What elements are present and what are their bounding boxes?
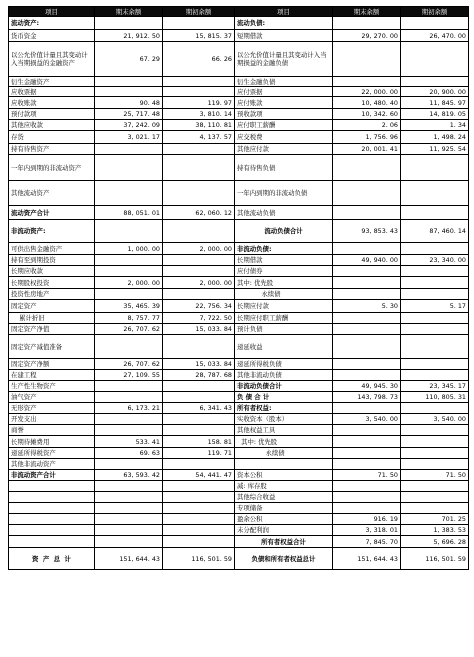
asset-end-value-cell: 90. 48 bbox=[95, 97, 163, 109]
table-row bbox=[9, 448, 469, 459]
liability-label-cell: 资本公积 bbox=[235, 470, 333, 481]
liability-begin-value-cell bbox=[401, 313, 469, 324]
liability-end-value-cell: 22, 000. 00 bbox=[333, 87, 401, 97]
liability-label-cell: 负 债 合 计 bbox=[235, 392, 333, 403]
liability-begin-value-cell bbox=[401, 436, 469, 448]
table-row bbox=[9, 220, 469, 243]
liability-end-value-cell bbox=[333, 77, 401, 87]
asset-end-value-cell bbox=[95, 392, 163, 403]
liability-begin-value-cell: 3, 540. 00 bbox=[401, 414, 469, 425]
asset-end-value-cell: 35, 465. 39 bbox=[95, 300, 163, 313]
liability-end-value-cell: 71. 50 bbox=[333, 470, 401, 481]
liability-begin-value-cell: 1, 383. 53 bbox=[401, 525, 469, 536]
asset-end-value-cell: 6, 173. 21 bbox=[95, 403, 163, 414]
liability-end-value-cell: 5. 30 bbox=[333, 300, 401, 313]
table-row bbox=[9, 503, 469, 514]
liability-begin-value-cell bbox=[401, 77, 469, 87]
asset-begin-value-cell bbox=[163, 414, 235, 425]
table-row bbox=[9, 30, 469, 42]
liability-begin-value-cell: 5, 696. 28 bbox=[401, 536, 469, 548]
asset-end-value-cell: 67. 29 bbox=[95, 42, 163, 77]
table-row bbox=[9, 548, 469, 570]
liability-begin-value-cell bbox=[401, 289, 469, 300]
table-row bbox=[9, 403, 469, 414]
liability-end-value-cell bbox=[333, 492, 401, 503]
asset-end-value-cell bbox=[95, 536, 163, 548]
liability-label-cell: 递延所得税负债 bbox=[235, 359, 333, 370]
liability-label-cell: 负债和所有者权益总计 bbox=[235, 548, 333, 570]
asset-begin-value-cell: 3, 810. 14 bbox=[163, 109, 235, 120]
asset-begin-value-cell bbox=[163, 289, 235, 300]
asset-end-value-cell: 37, 242. 09 bbox=[95, 120, 163, 131]
asset-label-cell: 持有待售资产 bbox=[9, 144, 95, 155]
liability-end-value-cell bbox=[333, 503, 401, 514]
asset-begin-value-cell bbox=[163, 481, 235, 492]
table-row bbox=[9, 42, 469, 77]
liability-label-cell: 其中: 优先股 bbox=[235, 277, 333, 289]
liability-begin-value-cell: 701. 25 bbox=[401, 514, 469, 525]
liability-label-cell: 持有待售负债 bbox=[235, 155, 333, 181]
asset-begin-value-cell bbox=[163, 77, 235, 87]
liability-label-cell: 其他综合收益 bbox=[235, 492, 333, 503]
liability-end-value-cell bbox=[333, 324, 401, 335]
liability-end-value-cell: 10, 480. 40 bbox=[333, 97, 401, 109]
liability-end-value-cell bbox=[333, 289, 401, 300]
asset-end-value-cell bbox=[95, 381, 163, 392]
table-row bbox=[9, 381, 469, 392]
asset-end-value-cell bbox=[95, 266, 163, 277]
asset-begin-value-cell bbox=[163, 514, 235, 525]
asset-begin-value-cell: 4, 137. 57 bbox=[163, 131, 235, 144]
liability-label-cell: 减: 库存股 bbox=[235, 481, 333, 492]
asset-label-cell: 商誉 bbox=[9, 425, 95, 436]
liability-begin-value-cell: 87, 460. 14 bbox=[401, 220, 469, 243]
liability-begin-value-cell: 11, 925. 54 bbox=[401, 144, 469, 155]
liability-end-value-cell: 2. 06 bbox=[333, 120, 401, 131]
table-row bbox=[9, 414, 469, 425]
liability-begin-value-cell bbox=[401, 359, 469, 370]
asset-begin-value-cell: 119. 71 bbox=[163, 448, 235, 459]
asset-label-cell bbox=[9, 492, 95, 503]
liability-end-value-cell bbox=[333, 459, 401, 470]
asset-label-cell: 生产性生物资产 bbox=[9, 381, 95, 392]
liability-begin-value-cell bbox=[401, 155, 469, 181]
liability-label-cell: 长期应付职工薪酬 bbox=[235, 313, 333, 324]
asset-begin-value-cell bbox=[163, 220, 235, 243]
asset-end-value-cell bbox=[95, 503, 163, 514]
header-end-balance: 期末余额 bbox=[333, 7, 401, 17]
asset-label-cell: 预付款项 bbox=[9, 109, 95, 120]
liability-label-cell: 永续债 bbox=[235, 289, 333, 300]
asset-begin-value-cell: 15, 033. 84 bbox=[163, 324, 235, 335]
asset-end-value-cell: 26, 707. 62 bbox=[95, 359, 163, 370]
asset-label-cell bbox=[9, 514, 95, 525]
liability-label-cell: 预计负债 bbox=[235, 324, 333, 335]
table-row bbox=[9, 459, 469, 470]
liability-end-value-cell: 143, 798. 73 bbox=[333, 392, 401, 403]
asset-label-cell: 资 产 总 计 bbox=[9, 548, 95, 570]
liability-begin-value-cell bbox=[401, 503, 469, 514]
asset-label-cell: 其他流动资产 bbox=[9, 181, 95, 206]
asset-end-value-cell: 88, 051. 01 bbox=[95, 206, 163, 220]
asset-label-cell: 累计折旧 bbox=[9, 313, 95, 324]
liability-label-cell: 其他权益工具 bbox=[235, 425, 333, 436]
table-row bbox=[9, 313, 469, 324]
table-row bbox=[9, 109, 469, 120]
liability-end-value-cell bbox=[333, 313, 401, 324]
asset-begin-value-cell: 66. 26 bbox=[163, 42, 235, 77]
asset-end-value-cell bbox=[95, 525, 163, 536]
liability-label-cell: 流动负债合计 bbox=[235, 220, 333, 243]
liability-label-cell: 其他应付款 bbox=[235, 144, 333, 155]
liability-label-cell: 一年内到期的非流动负债 bbox=[235, 181, 333, 206]
liability-label-cell: 递延收益 bbox=[235, 335, 333, 359]
liability-label-cell: 专项储备 bbox=[235, 503, 333, 514]
table-row bbox=[9, 300, 469, 313]
asset-end-value-cell: 21, 912. 50 bbox=[95, 30, 163, 42]
asset-label-cell: 流动资产: bbox=[9, 17, 95, 30]
liability-label-cell: 永续债 bbox=[235, 448, 333, 459]
asset-label-cell: 流动资产合计 bbox=[9, 206, 95, 220]
liability-begin-value-cell: 23, 345. 17 bbox=[401, 381, 469, 392]
asset-end-value-cell: 151, 644. 43 bbox=[95, 548, 163, 570]
liability-label-cell: 非流动负债: bbox=[235, 243, 333, 255]
liability-begin-value-cell: 1. 34 bbox=[401, 120, 469, 131]
table-row bbox=[9, 514, 469, 525]
asset-begin-value-cell: 158. 81 bbox=[163, 436, 235, 448]
liability-begin-value-cell: 26, 470. 00 bbox=[401, 30, 469, 42]
liability-label-cell: 其他流动负债 bbox=[235, 206, 333, 220]
liability-begin-value-cell bbox=[401, 425, 469, 436]
liability-end-value-cell bbox=[333, 436, 401, 448]
liability-label-cell: 所有者权益: bbox=[235, 403, 333, 414]
table-row bbox=[9, 77, 469, 87]
liability-end-value-cell: 3, 540. 00 bbox=[333, 414, 401, 425]
liability-label-cell: 应付账款 bbox=[235, 97, 333, 109]
liability-label-cell: 应付票据 bbox=[235, 87, 333, 97]
asset-begin-value-cell bbox=[163, 503, 235, 514]
asset-begin-value-cell bbox=[163, 266, 235, 277]
table-row bbox=[9, 324, 469, 335]
table-row bbox=[9, 359, 469, 370]
asset-label-cell: 无形资产 bbox=[9, 403, 95, 414]
asset-end-value-cell bbox=[95, 335, 163, 359]
liability-end-value-cell bbox=[333, 243, 401, 255]
liability-end-value-cell: 916. 19 bbox=[333, 514, 401, 525]
liability-begin-value-cell bbox=[401, 17, 469, 30]
table-row bbox=[9, 155, 469, 181]
asset-begin-value-cell: 7, 722. 50 bbox=[163, 313, 235, 324]
asset-label-cell bbox=[9, 503, 95, 514]
table-row bbox=[9, 277, 469, 289]
asset-end-value-cell bbox=[95, 17, 163, 30]
asset-begin-value-cell bbox=[163, 155, 235, 181]
liability-begin-value-cell bbox=[401, 370, 469, 381]
liability-end-value-cell: 20, 001. 41 bbox=[333, 144, 401, 155]
liability-begin-value-cell: 20, 900. 00 bbox=[401, 87, 469, 97]
liability-label-cell: 盈余公积 bbox=[235, 514, 333, 525]
asset-end-value-cell: 8, 757. 77 bbox=[95, 313, 163, 324]
table-row bbox=[9, 243, 469, 255]
asset-end-value-cell: 2, 000. 00 bbox=[95, 277, 163, 289]
table-body bbox=[9, 17, 469, 570]
asset-end-value-cell bbox=[95, 87, 163, 97]
liability-end-value-cell bbox=[333, 42, 401, 77]
liability-begin-value-cell bbox=[401, 403, 469, 414]
liability-end-value-cell: 29, 270. 00 bbox=[333, 30, 401, 42]
header-begin-balance: 期初余额 bbox=[401, 7, 469, 17]
asset-end-value-cell bbox=[95, 492, 163, 503]
asset-label-cell: 衍生金融资产 bbox=[9, 77, 95, 87]
liability-end-value-cell: 1, 756. 96 bbox=[333, 131, 401, 144]
liability-label-cell bbox=[235, 459, 333, 470]
liability-end-value-cell: 93, 853. 43 bbox=[333, 220, 401, 243]
asset-begin-value-cell bbox=[163, 87, 235, 97]
asset-begin-value-cell bbox=[163, 17, 235, 30]
asset-end-value-cell bbox=[95, 425, 163, 436]
asset-label-cell: 固定资产净值 bbox=[9, 324, 95, 335]
asset-begin-value-cell: 28, 787. 68 bbox=[163, 370, 235, 381]
liability-begin-value-cell bbox=[401, 492, 469, 503]
asset-end-value-cell: 25, 717. 48 bbox=[95, 109, 163, 120]
asset-label-cell: 固定资产净额 bbox=[9, 359, 95, 370]
asset-label-cell: 非流动资产合计 bbox=[9, 470, 95, 481]
asset-begin-value-cell bbox=[163, 181, 235, 206]
liability-begin-value-cell bbox=[401, 266, 469, 277]
asset-end-value-cell bbox=[95, 414, 163, 425]
liability-end-value-cell bbox=[333, 181, 401, 206]
asset-label-cell: 一年内到期的非流动资产 bbox=[9, 155, 95, 181]
liability-label-cell: 应付债券 bbox=[235, 266, 333, 277]
liability-begin-value-cell: 1, 498. 24 bbox=[401, 131, 469, 144]
asset-label-cell: 开发支出 bbox=[9, 414, 95, 425]
liability-end-value-cell bbox=[333, 277, 401, 289]
liability-begin-value-cell bbox=[401, 459, 469, 470]
asset-label-cell: 长期应收款 bbox=[9, 266, 95, 277]
liability-begin-value-cell: 11, 845. 97 bbox=[401, 97, 469, 109]
liability-label-cell: 长期应付款 bbox=[235, 300, 333, 313]
liability-label-cell: 衍生金融负债 bbox=[235, 77, 333, 87]
liability-end-value-cell: 49, 945. 30 bbox=[333, 381, 401, 392]
liability-label-cell: 非流动负债合计 bbox=[235, 381, 333, 392]
table-row bbox=[9, 392, 469, 403]
asset-label-cell: 在建工程 bbox=[9, 370, 95, 381]
asset-label-cell: 存货 bbox=[9, 131, 95, 144]
asset-end-value-cell bbox=[95, 514, 163, 525]
table-row bbox=[9, 120, 469, 131]
liability-begin-value-cell: 5. 17 bbox=[401, 300, 469, 313]
liability-end-value-cell: 7, 845. 70 bbox=[333, 536, 401, 548]
table-row bbox=[9, 87, 469, 97]
header-end-balance: 期末余额 bbox=[95, 7, 163, 17]
asset-label-cell: 应收票据 bbox=[9, 87, 95, 97]
liability-begin-value-cell bbox=[401, 277, 469, 289]
asset-begin-value-cell bbox=[163, 525, 235, 536]
asset-end-value-cell: 3, 021. 17 bbox=[95, 131, 163, 144]
asset-begin-value-cell: 119. 97 bbox=[163, 97, 235, 109]
liability-end-value-cell bbox=[333, 155, 401, 181]
asset-begin-value-cell bbox=[163, 536, 235, 548]
asset-label-cell: 固定资产 bbox=[9, 300, 95, 313]
asset-label-cell: 非流动资产: bbox=[9, 220, 95, 243]
table-row bbox=[9, 425, 469, 436]
liability-label-cell: 其他非流动负债 bbox=[235, 370, 333, 381]
liability-begin-value-cell bbox=[401, 324, 469, 335]
asset-label-cell: 递延所得税资产 bbox=[9, 448, 95, 459]
asset-label-cell bbox=[9, 481, 95, 492]
asset-begin-value-cell: 62, 060. 12 bbox=[163, 206, 235, 220]
table-row bbox=[9, 97, 469, 109]
asset-end-value-cell: 63, 593. 42 bbox=[95, 470, 163, 481]
asset-begin-value-cell bbox=[163, 335, 235, 359]
asset-begin-value-cell: 15, 033. 84 bbox=[163, 359, 235, 370]
asset-end-value-cell bbox=[95, 144, 163, 155]
asset-begin-value-cell: 22, 756. 34 bbox=[163, 300, 235, 313]
asset-begin-value-cell bbox=[163, 492, 235, 503]
liability-label-cell: 其中: 优先股 bbox=[235, 436, 333, 448]
liability-end-value-cell: 10, 342. 60 bbox=[333, 109, 401, 120]
table-row bbox=[9, 131, 469, 144]
asset-end-value-cell: 1, 000. 00 bbox=[95, 243, 163, 255]
asset-end-value-cell: 533. 41 bbox=[95, 436, 163, 448]
liability-begin-value-cell: 110, 805. 31 bbox=[401, 392, 469, 403]
asset-label-cell: 其他非流动资产 bbox=[9, 459, 95, 470]
header-begin-balance: 期初余额 bbox=[163, 7, 235, 17]
table-row bbox=[9, 481, 469, 492]
asset-end-value-cell bbox=[95, 181, 163, 206]
liability-begin-value-cell bbox=[401, 181, 469, 206]
asset-label-cell: 持有至到期投资 bbox=[9, 255, 95, 266]
liability-begin-value-cell bbox=[401, 243, 469, 255]
liability-end-value-cell bbox=[333, 370, 401, 381]
liability-end-value-cell: 151, 644. 43 bbox=[333, 548, 401, 570]
asset-end-value-cell bbox=[95, 255, 163, 266]
liability-label-cell: 流动负债: bbox=[235, 17, 333, 30]
asset-end-value-cell bbox=[95, 155, 163, 181]
asset-begin-value-cell: 15, 815. 37 bbox=[163, 30, 235, 42]
asset-label-cell: 油气资产 bbox=[9, 392, 95, 403]
asset-label-cell: 固定资产减值准备 bbox=[9, 335, 95, 359]
table-row bbox=[9, 144, 469, 155]
asset-begin-value-cell: 2, 000. 00 bbox=[163, 243, 235, 255]
liability-end-value-cell bbox=[333, 17, 401, 30]
liability-begin-value-cell: 23, 340. 00 bbox=[401, 255, 469, 266]
liability-end-value-cell bbox=[333, 266, 401, 277]
liability-begin-value-cell: 71. 50 bbox=[401, 470, 469, 481]
asset-label-cell bbox=[9, 536, 95, 548]
asset-end-value-cell bbox=[95, 481, 163, 492]
liability-label-cell: 未分配利润 bbox=[235, 525, 333, 536]
header-item: 项目 bbox=[9, 7, 95, 17]
liability-begin-value-cell bbox=[401, 335, 469, 359]
table-row bbox=[9, 206, 469, 220]
table-row bbox=[9, 492, 469, 503]
asset-label-cell: 投资性房地产 bbox=[9, 289, 95, 300]
liability-end-value-cell bbox=[333, 448, 401, 459]
liability-end-value-cell: 49, 940. 00 bbox=[333, 255, 401, 266]
liability-begin-value-cell bbox=[401, 42, 469, 77]
liability-label-cell: 所有者权益合计 bbox=[235, 536, 333, 548]
asset-end-value-cell: 27, 109. 55 bbox=[95, 370, 163, 381]
liability-begin-value-cell bbox=[401, 481, 469, 492]
liability-begin-value-cell bbox=[401, 206, 469, 220]
asset-begin-value-cell bbox=[163, 392, 235, 403]
asset-end-value-cell bbox=[95, 77, 163, 87]
liability-label-cell: 应交税费 bbox=[235, 131, 333, 144]
liability-end-value-cell bbox=[333, 359, 401, 370]
liability-end-value-cell bbox=[333, 425, 401, 436]
liability-end-value-cell bbox=[333, 335, 401, 359]
liability-end-value-cell: 3, 318. 01 bbox=[333, 525, 401, 536]
liability-end-value-cell bbox=[333, 403, 401, 414]
liability-label-cell: 以公允价值计量且其变动计入当期损益的金融负债 bbox=[235, 42, 333, 77]
table-row bbox=[9, 370, 469, 381]
asset-begin-value-cell bbox=[163, 381, 235, 392]
asset-begin-value-cell bbox=[163, 425, 235, 436]
liability-label-cell: 应付职工薪酬 bbox=[235, 120, 333, 131]
asset-label-cell: 货币资金 bbox=[9, 30, 95, 42]
asset-label-cell: 以公允价值计量且其变动计入当期损益的金融资产 bbox=[9, 42, 95, 77]
liability-label-cell: 预收款项 bbox=[235, 109, 333, 120]
asset-label-cell: 长期股权投资 bbox=[9, 277, 95, 289]
table-row bbox=[9, 536, 469, 548]
table-row bbox=[9, 181, 469, 206]
table-row bbox=[9, 255, 469, 266]
asset-end-value-cell: 69. 63 bbox=[95, 448, 163, 459]
asset-begin-value-cell: 2, 000. 00 bbox=[163, 277, 235, 289]
table-row bbox=[9, 335, 469, 359]
asset-begin-value-cell: 6, 341. 43 bbox=[163, 403, 235, 414]
asset-label-cell: 其他应收款 bbox=[9, 120, 95, 131]
asset-begin-value-cell bbox=[163, 255, 235, 266]
table-row bbox=[9, 17, 469, 30]
liability-end-value-cell bbox=[333, 481, 401, 492]
asset-begin-value-cell: 38, 110. 81 bbox=[163, 120, 235, 131]
header-item: 项目 bbox=[235, 7, 333, 17]
asset-begin-value-cell: 54, 441. 47 bbox=[163, 470, 235, 481]
table-row bbox=[9, 289, 469, 300]
asset-label-cell: 应收账款 bbox=[9, 97, 95, 109]
liability-label-cell: 短期借款 bbox=[235, 30, 333, 42]
asset-end-value-cell bbox=[95, 459, 163, 470]
liability-label-cell: 实收资本（股本） bbox=[235, 414, 333, 425]
header-row bbox=[9, 7, 469, 17]
asset-label-cell bbox=[9, 525, 95, 536]
asset-end-value-cell bbox=[95, 220, 163, 243]
asset-label-cell: 长期待摊费用 bbox=[9, 436, 95, 448]
table-row bbox=[9, 436, 469, 448]
liability-begin-value-cell bbox=[401, 448, 469, 459]
table-row bbox=[9, 470, 469, 481]
asset-begin-value-cell: 116, 501. 59 bbox=[163, 548, 235, 570]
balance-sheet-table bbox=[8, 6, 469, 570]
asset-begin-value-cell bbox=[163, 144, 235, 155]
table-row bbox=[9, 525, 469, 536]
liability-label-cell: 长期借款 bbox=[235, 255, 333, 266]
table-row bbox=[9, 266, 469, 277]
liability-end-value-cell bbox=[333, 206, 401, 220]
liability-begin-value-cell: 116, 501. 59 bbox=[401, 548, 469, 570]
asset-label-cell: 可供出售金融资产 bbox=[9, 243, 95, 255]
asset-end-value-cell: 26, 707. 62 bbox=[95, 324, 163, 335]
liability-begin-value-cell: 14, 819. 05 bbox=[401, 109, 469, 120]
asset-begin-value-cell bbox=[163, 459, 235, 470]
asset-end-value-cell bbox=[95, 289, 163, 300]
